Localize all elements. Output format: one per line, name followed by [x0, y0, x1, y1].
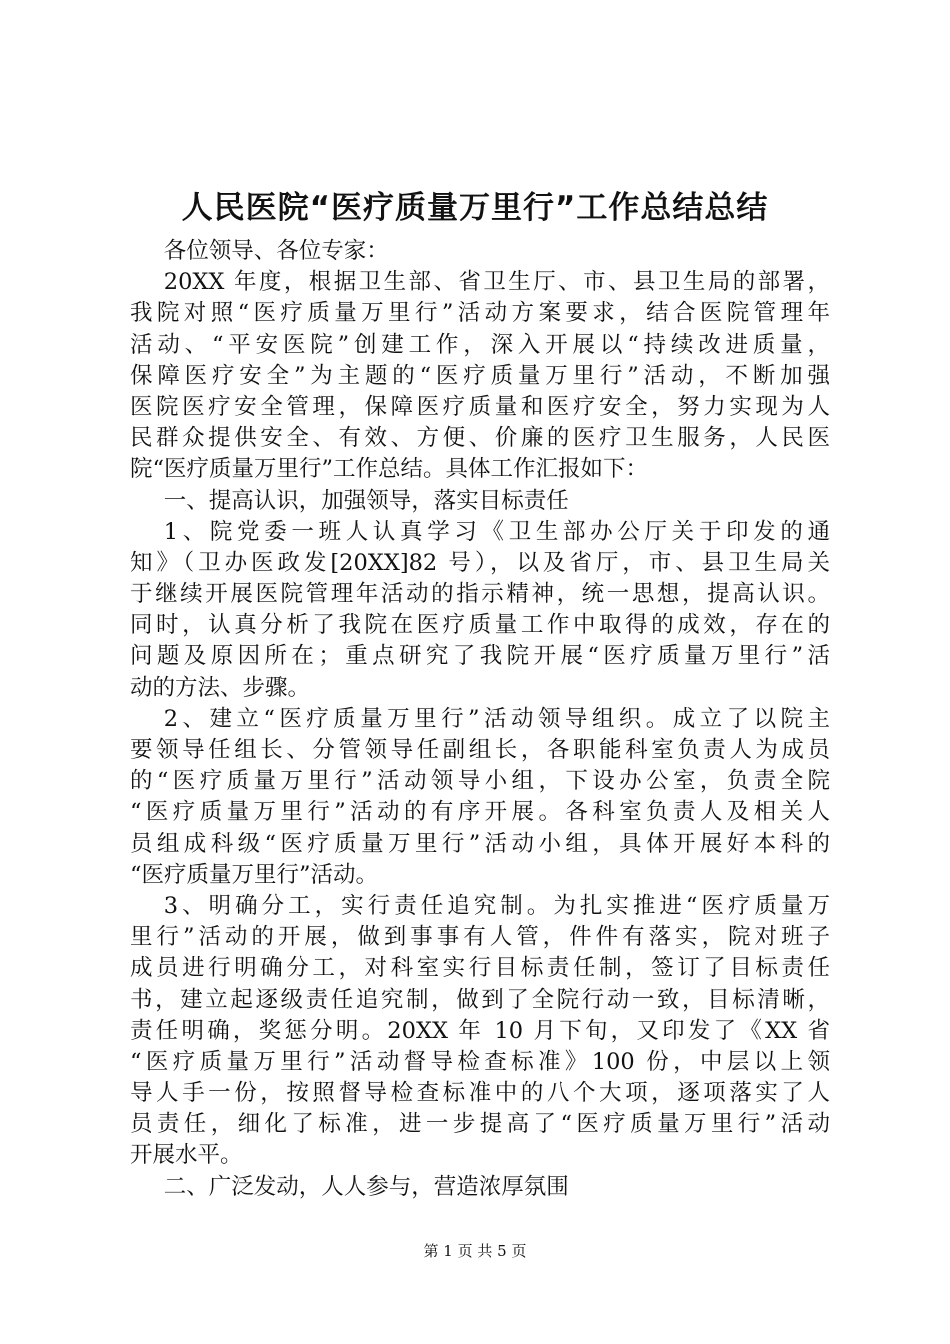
paragraph-line: 导人手一份，按照督导检查标准中的八个大项，逐项落实了人 [130, 1080, 830, 1107]
paragraph-line: 同时，认真分析了我院在医疗质量工作中取得的成效，存在的 [130, 612, 830, 639]
paragraph-line: 问题及原因所在；重点研究了我院开展“医疗质量万里行”活 [130, 643, 830, 670]
paragraph-line: 各位领导、各位专家： [163, 238, 389, 264]
paragraph-line: 书，建立起逐级责任追究制，做到了全院行动一致，目标清晰， [130, 986, 830, 1013]
paragraph-line: 二、广泛发动，人人参与，营造浓厚氛围 [163, 1173, 569, 1200]
paragraph-line: “医疗质量万里行”活动督导检查标准》100 份，中层以上领 [130, 1048, 830, 1075]
paragraph-line: 成员进行明确分工，对科室实行目标责任制，签订了目标责任 [130, 955, 830, 982]
paragraph-line: 动的方法、步骤。 [130, 674, 311, 701]
paragraph-line: 3、明确分工，实行责任追究制。为扎实推进“医疗质量万 [163, 892, 830, 919]
paragraph-line: 20XX 年度，根据卫生部、省卫生厅、市、县卫生局的部署， [163, 269, 830, 296]
paragraph-line: 活动、“平安医院”创建工作，深入开展以“持续改进质量， [130, 331, 830, 358]
paragraph-line: 院“医疗质量万里行”工作总结。具体工作汇报如下： [130, 456, 649, 483]
paragraph-line: 1、院党委一班人认真学习《卫生部办公厅关于印发的通 [163, 518, 830, 545]
paragraph-line: 里行”活动的开展，做到事事有人管，件件有落实，院对班子 [130, 924, 830, 951]
paragraph-line: 员组成科级“医疗质量万里行”活动小组，具体开展好本科的 [130, 830, 830, 857]
paragraph-line: 知》（卫办医政发[20XX]82 号），以及省厅，市、县卫生局关 [130, 549, 830, 576]
paragraph-line: 的“医疗质量万里行”活动领导小组，下设办公室，负责全院 [130, 768, 830, 795]
paragraph-line: 保障医疗安全”为主题的“医疗质量万里行”活动，不断加强 [130, 362, 830, 389]
paragraph-line: 医院医疗安全管理，保障医疗质量和医疗安全，努力实现为人 [130, 393, 830, 420]
paragraph-line: 2、建立“医疗质量万里行”活动领导组织。成立了以院主 [163, 705, 830, 732]
paragraph-line: 民群众提供安全、有效、方便、价廉的医疗卫生服务，人民医 [130, 425, 830, 452]
paragraph-line: 员责任，细化了标准，进一步提高了“医疗质量万里行”活动 [130, 1111, 830, 1138]
page-footer: 第 1 页 共 5 页 [423, 1242, 527, 1260]
document-body [130, 236, 830, 1203]
paragraph-line: “医疗质量万里行”活动。 [130, 861, 379, 888]
paragraph-line: 责任明确，奖惩分明。20XX 年 10 月下旬，又印发了《XX 省 [130, 1017, 830, 1044]
paragraph-line: 要领导任组长、分管领导任副组长，各职能科室负责人为成员 [130, 737, 830, 763]
document-title: 人民医院“医疗质量万里行”工作总结总结 [181, 190, 769, 226]
paragraph-line: 开展水平。 [130, 1142, 243, 1169]
paragraph-line: “医疗质量万里行”活动的有序开展。各科室负责人及相关人 [130, 799, 830, 826]
paragraph-line: 一、提高认识，加强领导，落实目标责任 [163, 487, 569, 514]
paragraph-line: 我院对照“医疗质量万里行”活动方案要求，结合医院管理年 [130, 300, 830, 327]
paragraph-line: 于继续开展医院管理年活动的指示精神，统一思想，提高认识。 [130, 581, 830, 608]
